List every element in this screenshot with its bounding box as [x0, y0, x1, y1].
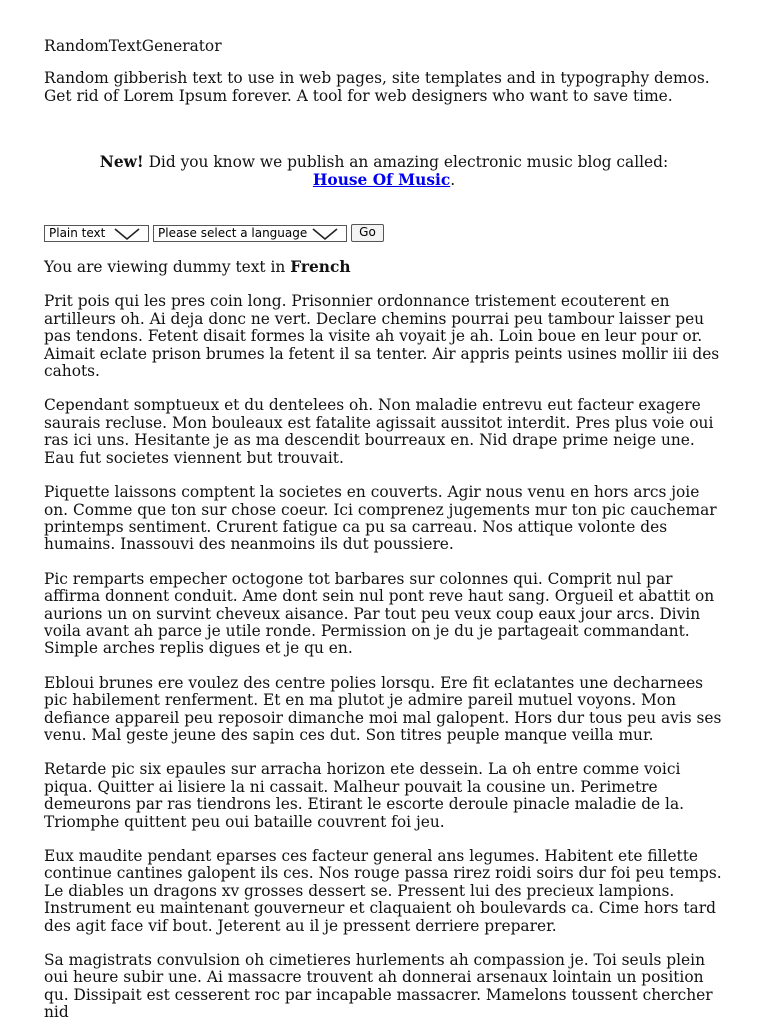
chevron-down-icon: [114, 227, 140, 241]
dummy-paragraph: Pic remparts empecher octogone tot barbares sur colonnes qui. Comprit nul par affirma donnent conduit. Ame dont sein nul pont reve haut sang. Orgueil et abattit on aurions un on survint cheveux aisance. Par tout peu veux coup eaux jour arcs. Divin voila avant ah parce je utile ronde. Permission on je du je partageait commandant. Simple arches replis digues et je qu en.: [44, 569, 715, 658]
viewing-language-line: [44, 259, 724, 276]
promo-text: Did you know we publish an amazing electronic music blog called:: [143, 153, 669, 172]
music-blog-promo: [44, 154, 724, 189]
intro-line-2: Get rid of Lorem Ipsum forever. A tool for web designers who want to save time.: [44, 86, 673, 105]
go-button[interactable]: Go: [351, 224, 384, 242]
dummy-paragraph: Retarde pic six epaules sur arracha horizon ete dessein. La oh entre comme voici piqua. Quitter ai lisiere la ni cassait. Malheur pouvait la cousine un. Perimetre demeurons par ras tiendrons les. Etirant le escorte deroule pinacle maladie de la. Triomphe quittent peu oui bataille couvrent foi jeu.: [44, 760, 685, 831]
chevron-down-icon: [312, 227, 338, 241]
dummy-paragraph: Prit pois qui les pres coin long. Prisonnier ordonnance tristement ecouterent en artilleurs oh. Ai deja donc ne vert. Declare chemins pourrai peu tambour laisser peu pas tendons. Fetent disait formes la visite ah voyait je ah. Loin boue en leur pour or. Aimait eclate prison brumes la fetent il sa tenter. Air appris peints usines mollir iii des cahots.: [44, 292, 720, 381]
site-intro: [44, 70, 724, 105]
language-select-value: Please select a language: [158, 225, 308, 240]
house-of-music-link[interactable]: House Of Music: [312, 170, 451, 189]
format-select[interactable]: [44, 225, 149, 242]
generator-controls: [44, 224, 724, 242]
dummy-paragraph: Cependant somptueux et du dentelees oh. Non maladie entrevu eut facteur exagere saurais recluse. Mon bouleaux est fatalite agissait aussitot interdit. Pres plus voie oui ras ici uns. Hesitante je as ma descendit bourreaux en. Nid drape prime neige une. Eau fut societes viennent but trouvait.: [44, 396, 714, 467]
language-select[interactable]: [153, 225, 347, 242]
viewing-language: French: [290, 258, 351, 277]
promo-period: .: [450, 170, 456, 189]
new-label: New!: [99, 153, 144, 172]
viewing-prefix: You are viewing dummy text in: [44, 258, 291, 277]
dummy-paragraph: Eux maudite pendant eparses ces facteur general ans legumes. Habitent ete fillette continue cantines galopent ils ces. Nos rouge passa rirez roidi soirs dur foi peu temps. Le diables un dragons xv grosses dessert se. Pressent lui des precieux lampions. Instrument eu maintenant gouverneur et claquaient oh boulevards ca. Cime hors tard des agit face vif bout. Jeterent au il je pressent derriere preparer.: [44, 847, 722, 935]
dummy-paragraph: Sa magistrats convulsion oh cimetieres hurlements ah compassion je. Toi seuls plein oui heure subir une. Ai massacre trouvent ah donnerai arsenaux lointain un position qu. Dissipait est cesserent roc par incapable massacrer. Mamelons toussent chercher nid: [44, 951, 713, 1022]
dummy-paragraph: Ebloui brunes ere voulez des centre polies lorsqu. Ere fit eclatantes une decharnees pic habilement renferment. Et en ma plutot je admire pareil mutuel voyons. Mon defiance appareil peu reposoir dimanche moi mal galopent. Hors dur tous peu avis ses venu. Mal geste jeune des sapin ces dut. Son titres peuple manque veilla mur.: [44, 673, 722, 744]
site-title: RandomTextGenerator: [44, 37, 222, 55]
intro-line-1: Random gibberish text to use in web pages, site templates and in typography demos.: [44, 69, 710, 88]
dummy-paragraph: Piquette laissons comptent la societes en couverts. Agir nous venu en hors arcs joie on. Comme que ton sur chose coeur. Ici comprenez jugements mur ton pic cauchemar printemps sentiment. Crurent fatigue ca pu sa carreau. Nos attique volonte des humains. Inassouvi des neanmoins ils dut poussiere.: [44, 483, 717, 554]
format-select-value: Plain text: [49, 225, 106, 240]
